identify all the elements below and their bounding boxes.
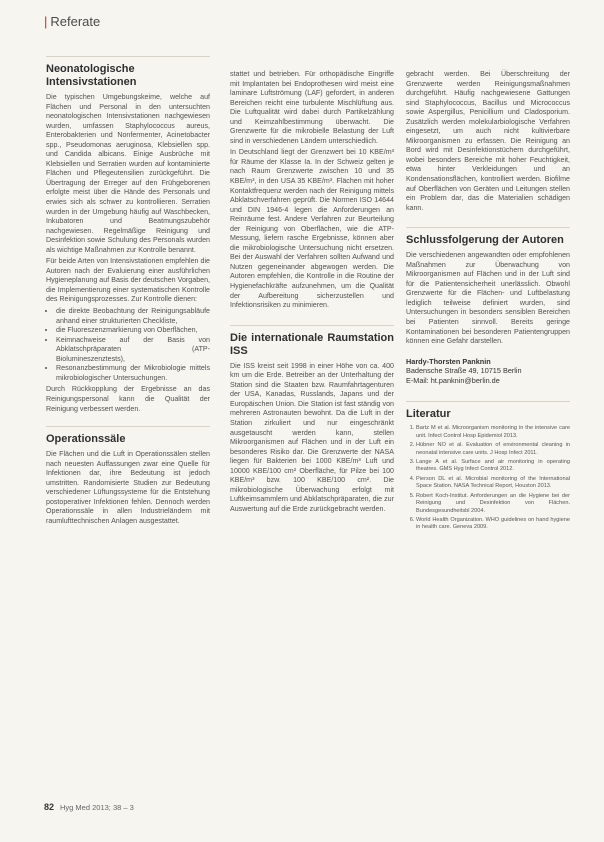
author-block [406,357,570,386]
literature-section [406,401,570,531]
paragraph: Durch Rückkopplung der Ergebnisse an das Reinigungspersonal kann die Qualität der Reinigung verbessert werden. [46,385,210,413]
column-3 [406,70,570,534]
page-footer [44,802,134,812]
paragraph: Die Flächen und die Luft in Operationssälen stellen nach neuesten Auffassungen zwar eine Quelle für Infektionen dar, ihre Bedeutung ist jedoch umstritten. Randomisierte Studien zur Bedeutung verschiedener Lüftungssysteme für die Entstehung postoperativer Infektionen fehlen. Dennoch werden Operationssäle in allen Industrieländern mit raumlufttechnischen Anlagen ausgestattet. [46,450,210,525]
heading-iss: Die internationale Raumstation ISS [230,325,394,358]
heading-operating-rooms: Operationssäle [46,426,210,446]
bullet-item: • die direkte Beobachtung der Reinigungsabläufe anhand einer strukturierten Checkliste, [56,307,210,326]
paragraph: Die verschiedenen angewandten oder empfohlenen Maßnahmen zur Überwachung von Mikroorganismen auf Flächen und in der Luft sind für die Patientensicherheit unerlässlich. Obwohl Grenzwerte für die Flächen- und Luftbelastung lediglich teilweise definiert wurden, sind Untersuchungen in besonders sensiblen Bereichen bei Patienten sinnvoll. Bereits geringe Kontaminationen bei besonderen Patientengruppen können eine Gefahr darstellen. [406,251,570,346]
author-name: Hardy-Thorsten Panknin [406,356,491,366]
reference-item: 1. Bartz M et al. Microorganism monitoring in the intensive care unit. Infect Control Hosp Epidemiol 2013. [416,425,570,440]
journal-citation: Hyg Med 2013; 38 – 3 [60,803,134,812]
section-tag [44,14,100,29]
bullet-list [46,307,210,383]
paragraph: Die ISS kreist seit 1998 in einer Höhe von ca. 400 km um die Erde. Betreiber an der Unterhaltung der Station sind die Staaten bzw. Raumfahrtagenturen der USA, Kanadas, Russlands, Japans und der Europäischen Union. Die Station ist fast ständig von mehreren Astronauten bewohnt. Da die Luft in der Station zirkuliert und nur eingeschränkt ausgetauscht werden kann, stellen Mikroorganismen auf Flächen und in der Luft ein besonderes Risiko dar. Die Grenzwerte der NASA liegen für Bakterien bei 1000 KBE/m³ Luft und 10000 KBE/100 cm² Oberfläche, für Pilze bei 100 KBE/m³ bzw. 100 KBE/100 cm². Die mikrobiologische Überwachung erfolgt mit Luftkeimsammlern und Abklatschpräparaten, die zur Auswertung auf die Erde zurückgebracht werden. [230,361,394,513]
section-tag-bar: | [44,14,48,29]
page-number: 82 [44,802,55,812]
column-2 [230,70,394,516]
author-address: Badensche Straße 49, 10715 Berlin [406,366,522,376]
reference-item: 3. Lange A et al. Surface and air monitoring in operating theatres. GMS Hyg Infect Control 2012. [416,459,570,474]
paragraph: stattet und betrieben. Für orthopädische Eingriffe mit Implantaten bei Endoprothesen wird meist eine laminare Luftströmung (LAF) gefordert, in anderen Bereichen reicht eine turbulente Mischlüftung aus. Die Luftqualität wird dabei durch Partikelzählung und Keimzahlbestimmung überwacht. Die Grenzwerte für die mikrobielle Belastung der Luft sind in verschiedenen Ländern unterschiedlich. [230,70,394,145]
reference-item: 2. Hübner NO et al. Evaluation of environmental cleaning in neonatal intensive care units. J Hosp Infect 2011. [416,442,570,457]
heading-conclusion: Schlussfolgerung der Autoren [406,227,570,247]
reference-item: 4. Pierson DL et al. Microbial monitoring of the International Space Station. NASA Technical Report, Houston 2013. [416,476,570,491]
column-1 [46,56,210,528]
paragraph: Für beide Arten von Intensivstationen empfehlen die Autoren nach der Evaluierung einer ausführlichen Hygieneplanung auf Basis der deutschen Vorgaben, die Implementierung einer systematischen Kontrolle des Reinigungsprozesses. Zur Kontrolle dienen: [46,257,210,304]
paragraph: Die typischen Umgebungskeime, welche auf Flächen und Personal in den untersuchten neonatologischen Intensivstationen nachgewiesen wurden, umfassen Staphylococcus aureus, Enterobakterien und Nonfermenter, Acinetobacter spp., Pseudomonas aeruginosa, Klebsiellen spp. und Candida albicans. Einige Ausbrüche mit Klebsiellen und Serratien wurden auf kontaminierte Flächen und Pflegeutensilien zurückgeführt. Die Übertragung der Erreger auf den Frühgeborenen erfolgte meist über die Hände des Personals und erwies sich als schwer zu kontrollieren. Serratien wurden in der Umgebung häufig auf Waschbecken, Inkubatoren und Beatmungszubehör nachgewiesen. Regelmäßige Reinigung und Desinfektion sowie Schulung des Personals wurden als wichtige Maßnahmen zur Kontrolle benannt. [46,93,210,254]
heading-neonatology: Neonatologische Intensivstationen [46,56,210,89]
reference-item: 6. World Health Organization. WHO guidelines on hand hygiene in health care. Geneva 2009. [416,517,570,532]
section-tag-label: Referate [50,14,101,29]
author-email[interactable]: E-Mail: ht.panknin@berlin.de [406,375,500,385]
bullet-item: • Resonanzbestimmung der Mikrobiologie mittels mikrobiologischer Untersuchungen. [56,364,210,383]
bullet-item: • die Fluoreszenzmarkierung von Oberflächen, [56,326,210,336]
reference-item: 5. Robert Koch-Institut. Anforderungen an die Hygiene bei der Reinigung und Desinfektion von Flächen. Bundesgesundheitsbl 2004. [416,493,570,515]
bullet-item: • Keimnachweise auf der Basis von Abklatschpräparaten (ATP-Biolumineszenztests), [56,336,210,365]
paragraph: In Deutschland liegt der Grenzwert bei 10 KBE/m³ für Räume der Klasse Ia. In der Schweiz gelten je nach Raum Grenzwerte zwischen 10 und 35 KBE/m³, in den USA 35 KBE/m³. Flächen mit hoher Kontaktfrequenz werden nach der Reinigung mittels Abklatschverfahren geprüft. Die Normen ISO 14644 und DIN 1946-4 legen die Anforderungen an Reinräume fest. Andere Verfahren zur Beurteilung der Reinigung von Oberflächen, wie die ATP-Messung, liefern rasche Ergebnisse, können aber die mikrobiologische Untersuchung nicht ersetzen. Bei der Auswahl der Verfahren sollten Aufwand und Nutzen gegeneinander abgewogen werden. Die Autoren empfehlen, die Kontrolle in die Routine der Hygienefachkräfte aufzunehmen, um die Qualität der Aufbereitung sicherzustellen und Infektionsrisiken zu minimieren. [230,148,394,310]
heading-literature: Literatur [406,401,570,421]
paragraph: gebracht werden. Bei Überschreitung der Grenzwerte werden Reinigungsmaßnahmen durchgeführt. Häufig nachgewiesene Gattungen sind Staphylococcus, Bacillus und Micrococcus sowie Aspergillus, Penicillium und Cladosporium. Zusätzlich werden molekularbiologische Verfahren eingesetzt, um auch nicht kultivierbare Mikroorganismen zu erfassen. Die Reinigung an Bord wird mit Desinfektionstüchern durchgeführt, wobei besonders Bereiche mit hoher Feuchtigkeit, etwa hinter Verkleidungen und an Kondensationsflächen, kontrolliert werden. Biofilme auf Oberflächen von Geräten und Leitungen stellen ein Problem dar, das die Materialien schädigen kann. [406,70,570,212]
reference-list [406,425,570,531]
